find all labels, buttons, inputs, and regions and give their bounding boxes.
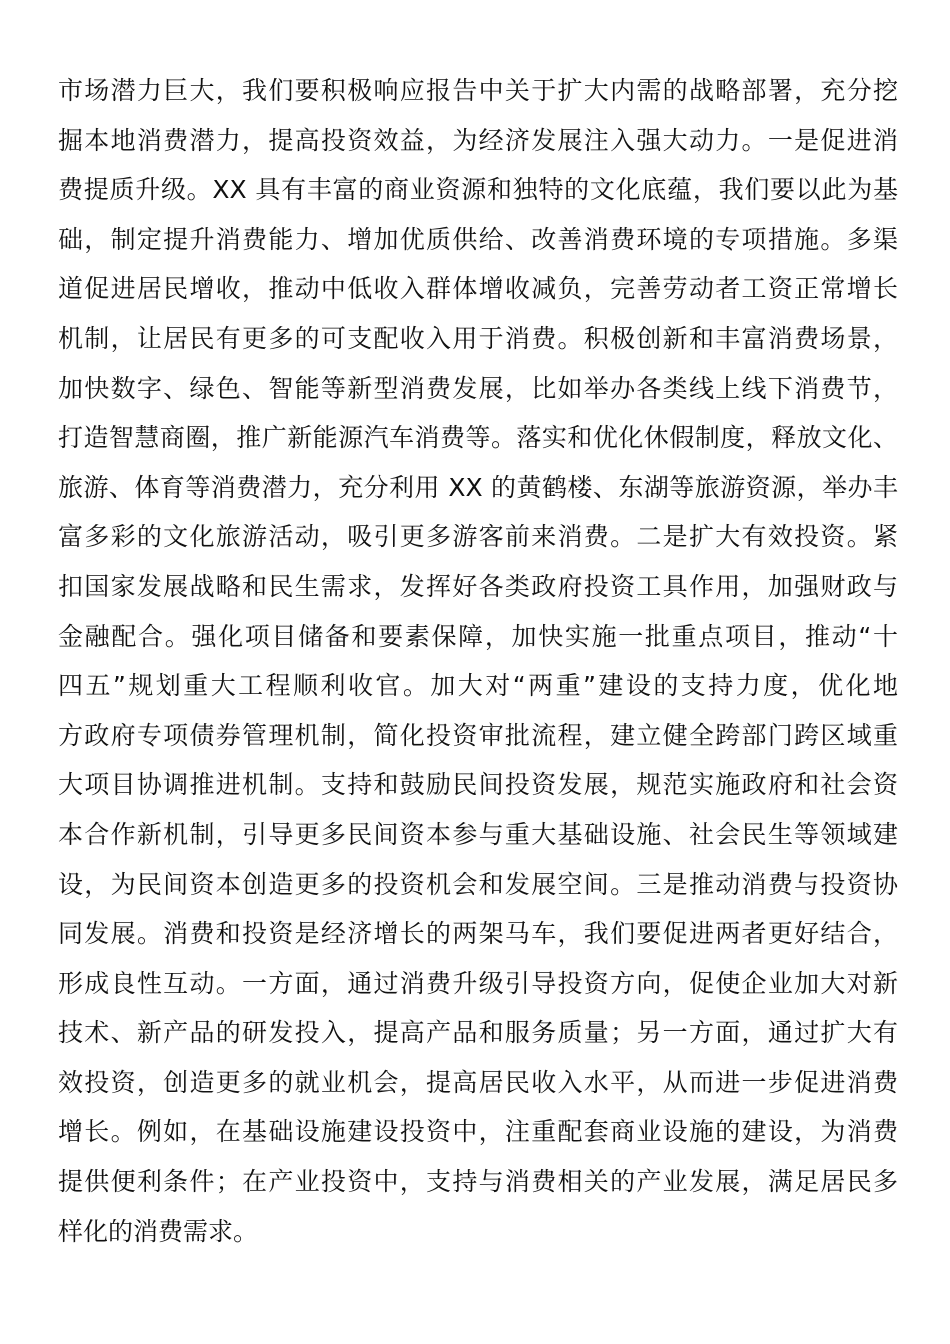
text-line: 富多彩的文化旅游活动，吸引更多游客前来消费。二是扩大有效投资。紧 <box>58 522 898 552</box>
document-body <box>58 66 898 1256</box>
text-line: 四五”规划重大工程顺利收官。加大对“两重”建设的支持力度，优化地 <box>58 671 898 701</box>
text-line: 掘本地消费潜力，提高投资效益，为经济发展注入强大动力。一是促进消 <box>58 125 898 155</box>
text-line: 形成良性互动。一方面，通过消费升级引导投资方向，促使企业加大对新 <box>58 968 898 998</box>
text-line: 大项目协调推进机制。支持和鼓励民间投资发展，规范实施政府和社会资 <box>58 770 898 800</box>
text-line: 扣国家发展战略和民生需求，发挥好各类政府投资工具作用，加强财政与 <box>58 571 898 601</box>
text-line: 提供便利条件；在产业投资中，支持与消费相关的产业发展，满足居民多 <box>58 1167 898 1197</box>
text-line: 旅游、体育等消费潜力，充分利用 XX 的黄鹤楼、东湖等旅游资源，举办丰 <box>58 472 898 502</box>
text-line: 道促进居民增收，推动中低收入群体增收减负，完善劳动者工资正常增长 <box>58 274 898 304</box>
text-line: 方政府专项债券管理机制，简化投资审批流程，建立健全跨部门跨区域重 <box>58 720 898 750</box>
text-line: 机制，让居民有更多的可支配收入用于消费。积极创新和丰富消费场景， <box>58 323 898 353</box>
text-line: 打造智慧商圈，推广新能源汽车消费等。落实和优化休假制度，释放文化、 <box>58 423 898 453</box>
text-line: 础，制定提升消费能力、增加优质供给、改善消费环境的专项措施。多渠 <box>58 224 898 254</box>
text-line: 本合作新机制，引导更多民间资本参与重大基础设施、社会民生等领域建 <box>58 819 898 849</box>
text-line: 技术、新产品的研发投入，提高产品和服务质量；另一方面，通过扩大有 <box>58 1018 898 1048</box>
text-line: 样化的消费需求。 <box>58 1216 259 1246</box>
text-line: 市场潜力巨大，我们要积极响应报告中关于扩大内需的战略部署，充分挖 <box>58 76 898 105</box>
text-line: 效投资，创造更多的就业机会，提高居民收入水平，从而进一步促进消费 <box>58 1067 898 1097</box>
text-line: 金融配合。强化项目储备和要素保障，加快实施一批重点项目，推动“十 <box>58 621 898 651</box>
text-line: 同发展。消费和投资是经济增长的两架马车，我们要促进两者更好结合， <box>58 919 898 949</box>
text-line: 加快数字、绿色、智能等新型消费发展，比如举办各类线上线下消费节， <box>58 373 898 403</box>
text-line: 增长。例如，在基础设施建设投资中，注重配套商业设施的建设，为消费 <box>58 1117 898 1147</box>
text-line: 费提质升级。XX 具有丰富的商业资源和独特的文化底蕴，我们要以此为基 <box>58 175 898 205</box>
text-line: 设，为民间资本创造更多的投资机会和发展空间。三是推动消费与投资协 <box>58 869 898 899</box>
